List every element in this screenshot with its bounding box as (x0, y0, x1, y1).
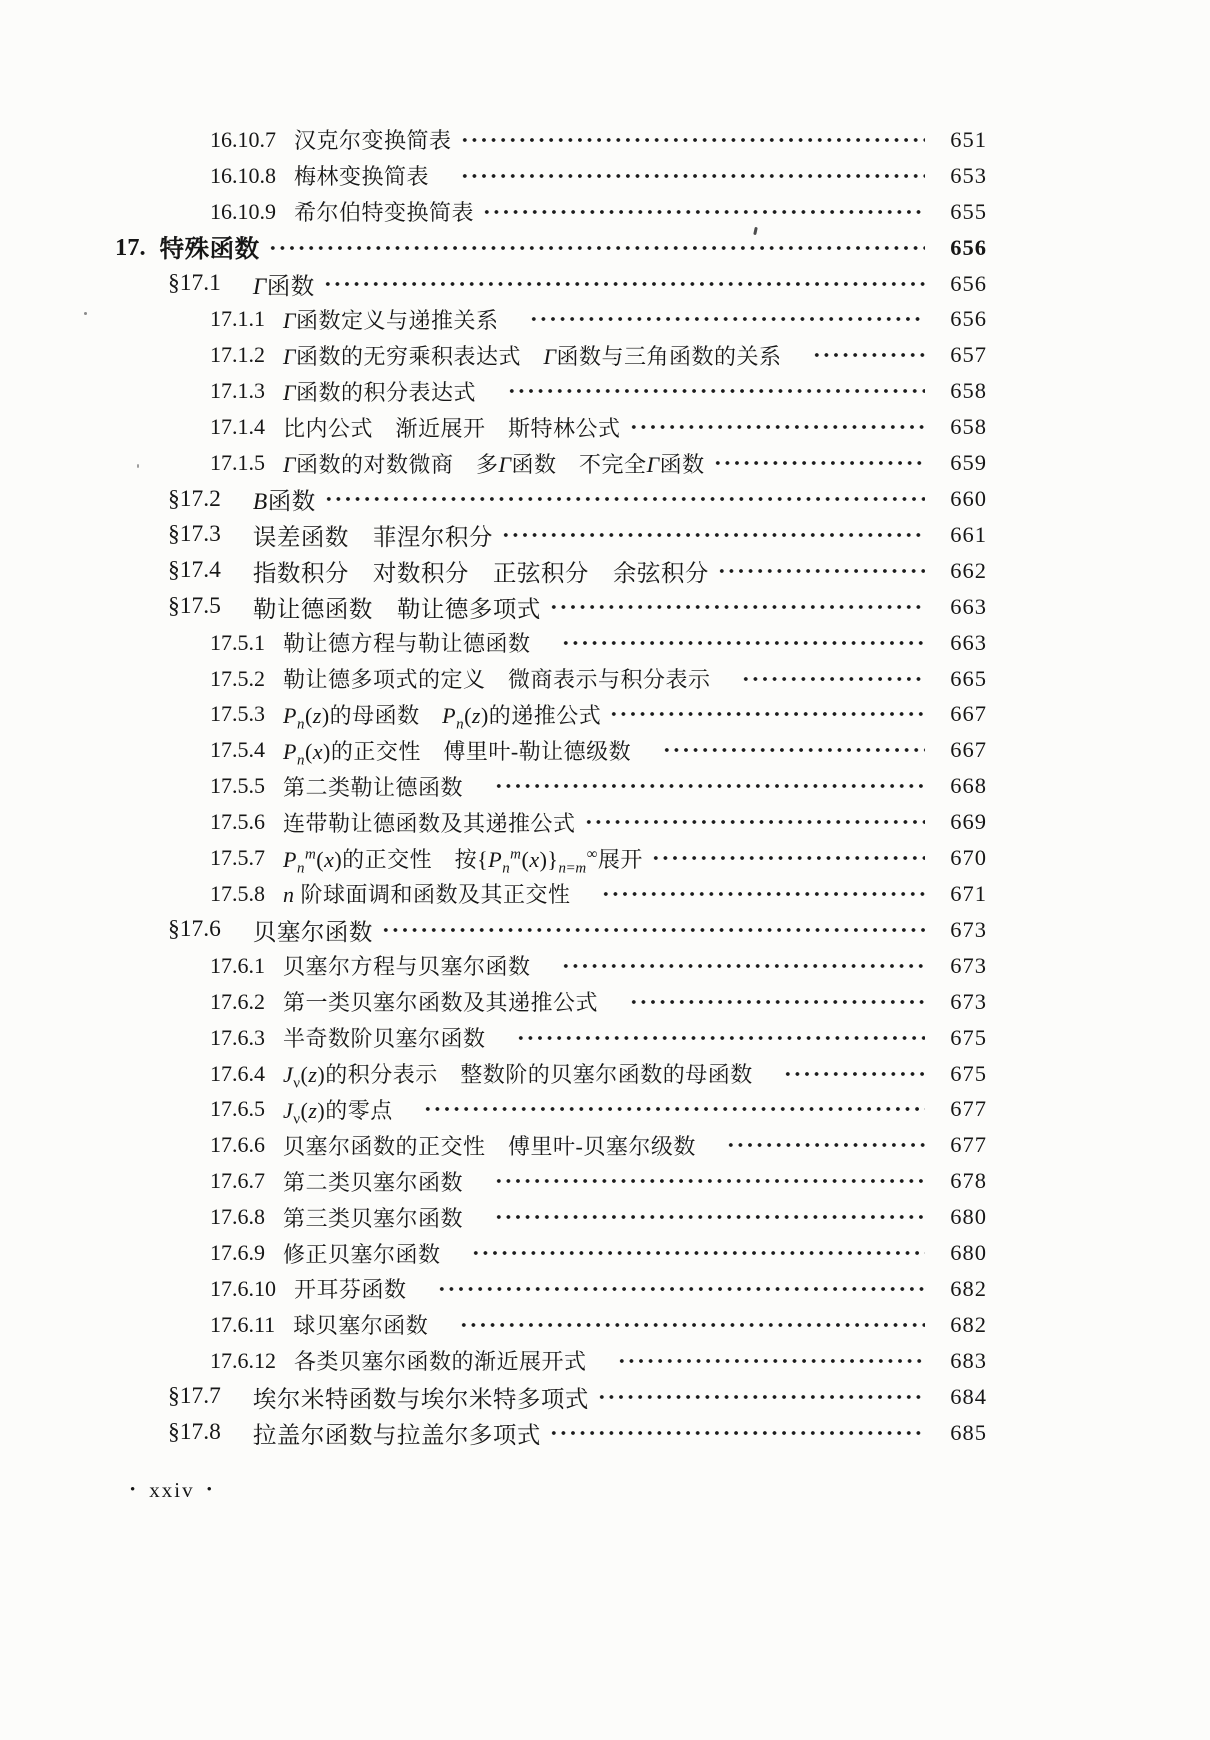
toc-list (115, 122, 987, 1451)
toc-entry-title: 梅林变换简表 (294, 164, 452, 190)
toc-entry-number: 16.10.8 (210, 162, 276, 188)
toc-entry-page: 667 (950, 701, 987, 727)
toc-entry-title: 半奇数阶贝塞尔函数 (283, 1026, 509, 1052)
dot-leader (381, 926, 925, 934)
toc-entry-number: §17.6 (168, 916, 221, 943)
dot-leader (662, 746, 925, 754)
dot-leader (651, 854, 925, 862)
toc-entry-number: 17.6.12 (210, 1347, 276, 1373)
dot-leader (324, 495, 925, 503)
toc-entry (115, 230, 987, 266)
toc-entry (115, 517, 987, 553)
toc-entry (115, 625, 987, 661)
dot-leader (726, 1141, 925, 1149)
toc-entry (115, 948, 987, 984)
dot-leader (268, 244, 925, 252)
toc-entry-page: 677 (950, 1132, 987, 1158)
dot-leader (529, 315, 925, 323)
toc-entry-title: 第二类勒让德函数 (283, 774, 486, 800)
dot-leader (629, 998, 925, 1006)
toc-entry (115, 194, 987, 230)
toc-entry (115, 1163, 987, 1199)
toc-entry-title: $J_\nu(z)$的零点 (283, 1097, 416, 1128)
dot-leader (597, 1393, 925, 1401)
toc-entry-page: 683 (950, 1347, 987, 1373)
toc-entry-title: $J_\nu(z)$的积分表示 整数阶的贝塞尔函数的母函数 (283, 1062, 776, 1092)
dot-leader (323, 280, 925, 288)
toc-entry-page: 658 (950, 378, 987, 404)
dot-leader (549, 1429, 925, 1437)
toc-entry-title: 贝塞尔函数 (252, 919, 373, 946)
toc-entry-number: 17.5.2 (210, 665, 265, 691)
toc-entry-number: 17. (115, 233, 146, 261)
page-footer (118, 1478, 226, 1503)
dot-leader (741, 675, 925, 683)
toc-entry (115, 1199, 987, 1235)
toc-entry-title: 球贝塞尔函数 (293, 1313, 451, 1339)
toc-entry-page: 656 (950, 234, 987, 260)
toc-entry-number: 17.6.8 (210, 1204, 265, 1230)
toc-entry-page: 671 (950, 880, 987, 906)
toc-entry (115, 804, 987, 840)
dot-leader (609, 710, 925, 718)
dot-leader (471, 1249, 925, 1257)
toc-entry (115, 912, 987, 948)
toc-entry-page: 680 (950, 1204, 987, 1230)
scan-speck (137, 464, 139, 468)
toc-entry-page: 673 (950, 988, 987, 1014)
toc-entry-page: 656 (950, 270, 987, 296)
toc-entry (115, 1020, 987, 1056)
toc-entry-page: 668 (950, 773, 987, 799)
toc-entry-page: 667 (950, 737, 987, 763)
dot-leader (494, 782, 925, 790)
dot-leader (601, 890, 925, 898)
toc-entry (115, 409, 987, 445)
toc-entry (115, 158, 987, 194)
toc-entry-number: 17.1.3 (210, 378, 265, 404)
toc-entry-number: §17.1 (168, 270, 221, 297)
toc-entry-title: 第三类贝塞尔函数 (283, 1205, 486, 1231)
toc-entry-page: 680 (950, 1240, 987, 1266)
toc-entry (115, 373, 987, 409)
toc-entry-page: 662 (950, 557, 987, 583)
toc-entry-number: 17.6.9 (210, 1240, 265, 1266)
dot-leader (460, 172, 925, 180)
toc-entry-title: Γ函数 (252, 273, 315, 300)
toc-entry-number: 17.6.2 (210, 988, 265, 1014)
toc-entry (115, 661, 987, 697)
toc-entry-number: §17.5 (168, 593, 221, 620)
toc-entry-title: 各类贝塞尔函数的渐近展开式 (294, 1349, 610, 1375)
toc-entry-title: 误差函数 菲涅尔积分 (252, 524, 493, 551)
toc-entry-title: 修正贝塞尔函数 (283, 1241, 464, 1267)
toc-entry-page: 661 (950, 521, 987, 547)
toc-entry-page: 657 (950, 342, 987, 368)
dot-leader (812, 351, 925, 359)
toc-entry-number: 17.6.6 (210, 1132, 265, 1158)
scan-speck (84, 312, 87, 315)
toc-entry (115, 697, 987, 733)
toc-entry-title: 勒让德多项式的定义 微商表示与积分表示 (283, 667, 734, 693)
toc-entry-number: 17.1.5 (210, 450, 265, 476)
dot-leader (713, 459, 925, 467)
toc-entry-title: 开耳芬函数 (294, 1277, 430, 1303)
dot-leader (482, 208, 925, 216)
toc-entry-title: $P_n(x)$的正交性 傅里叶-勒让德级数 (283, 738, 654, 769)
footer-left-bullet: • (130, 1482, 138, 1498)
toc-entry-page: 651 (950, 126, 987, 152)
toc-entry (115, 840, 987, 876)
toc-entry (115, 1235, 987, 1271)
toc-entry-title: 贝塞尔方程与贝塞尔函数 (283, 954, 554, 980)
toc-entry-title: 指数积分 对数积分 正弦积分 余弦积分 (252, 560, 709, 587)
toc-entry (115, 876, 987, 912)
toc-entry-title: 勒让德函数 勒让德多项式 (252, 596, 541, 623)
toc-entry-page: 682 (950, 1275, 987, 1301)
toc-entry-page: 658 (950, 414, 987, 440)
toc-entry-title: B函数 (252, 489, 316, 516)
dot-leader (423, 1105, 925, 1113)
toc-entry-number: 17.5.8 (210, 880, 265, 906)
toc-entry (115, 1415, 987, 1451)
dot-leader (460, 136, 925, 144)
toc-entry (115, 768, 987, 804)
toc-entry (115, 1379, 987, 1415)
toc-entry-page: 660 (950, 486, 987, 512)
toc-entry-page: 678 (950, 1168, 987, 1194)
folio-page-number: xxiv (149, 1478, 195, 1502)
toc-entry-page: 656 (950, 306, 987, 332)
toc-entry-number: 17.5.7 (210, 845, 265, 871)
toc-entry-page: 673 (950, 916, 987, 942)
toc-entry (115, 445, 987, 481)
toc-entry-title: 比内公式 渐近展开 斯特林公式 (283, 415, 621, 441)
toc-entry (115, 1307, 987, 1343)
toc-entry-number: 17.5.1 (210, 629, 265, 655)
toc-entry-page: 673 (950, 952, 987, 978)
toc-entry-title: 拉盖尔函数与拉盖尔多项式 (252, 1422, 541, 1449)
toc-entry-page: 669 (950, 809, 987, 835)
dot-leader (507, 387, 925, 395)
toc-entry-title: Γ函数的无穷乘积表达式 Γ函数与三角函数的关系 (283, 343, 805, 369)
toc-entry-page: 682 (950, 1311, 987, 1337)
dot-leader (501, 531, 925, 539)
toc-entry-number: 17.6.10 (210, 1275, 276, 1301)
toc-entry (115, 984, 987, 1020)
toc-entry-number: 17.5.4 (210, 737, 265, 763)
toc-entry-page: 653 (950, 162, 987, 188)
toc-entry-title: 希尔伯特变换简表 (294, 200, 475, 226)
toc-entry-page: 670 (950, 845, 987, 871)
toc-entry-page: 677 (950, 1096, 987, 1122)
toc-entry-number: §17.2 (168, 485, 221, 512)
dot-leader (549, 603, 925, 611)
toc-entry-page: 663 (950, 593, 987, 619)
toc-entry-title: 贝塞尔函数的正交性 傅里叶-贝塞尔级数 (283, 1133, 719, 1159)
toc-entry-title: 汉克尔变换简表 (294, 128, 452, 154)
toc-entry-title: n 阶球面调和函数及其正交性 (283, 882, 594, 908)
toc-entry-number: 17.6.11 (210, 1311, 276, 1337)
toc-entry (115, 1056, 987, 1092)
toc-entry-number: 17.1.1 (210, 306, 265, 332)
footer-right-bullet: • (206, 1482, 214, 1498)
toc-entry (115, 732, 987, 768)
toc-entry-title: 第二类贝塞尔函数 (283, 1169, 486, 1195)
dot-leader (561, 639, 925, 647)
toc-entry-number: 16.10.7 (210, 126, 276, 152)
toc-entry-number: 17.6.1 (210, 952, 265, 978)
toc-entry (115, 122, 987, 158)
toc-entry-number: 17.5.6 (210, 809, 265, 835)
dot-leader (437, 1285, 925, 1293)
toc-entry-page: 663 (950, 629, 987, 655)
toc-entry (115, 1271, 987, 1307)
toc-entry-page: 684 (950, 1383, 987, 1409)
toc-entry (115, 589, 987, 625)
toc-entry-number: §17.7 (168, 1383, 221, 1410)
toc-entry-title: 勒让德方程与勒让德函数 (283, 631, 554, 657)
toc-entry (115, 1343, 987, 1379)
toc-entry-title: $P_n^m(x)$的正交性 按$\{P_n^m(x)\}_{n=m}^\infty$展开 (283, 846, 643, 876)
toc-entry-number: §17.8 (168, 1419, 221, 1446)
dot-leader (561, 962, 925, 970)
dot-leader (494, 1213, 925, 1221)
toc-entry (115, 302, 987, 338)
toc-entry-title: 特殊函数 (159, 236, 260, 264)
toc-entry-number: §17.4 (168, 557, 221, 584)
toc-entry-number: 17.6.7 (210, 1168, 265, 1194)
dot-leader (584, 818, 925, 826)
toc-entry-number: 16.10.9 (210, 198, 276, 224)
toc-entry-number: 17.5.5 (210, 773, 265, 799)
toc-entry-number: 17.1.4 (210, 414, 265, 440)
toc-entry-title: 埃尔米特函数与埃尔米特多项式 (252, 1386, 589, 1413)
toc-entry-title: 第一类贝塞尔函数及其递推公式 (283, 990, 621, 1016)
toc-entry-number: 17.6.3 (210, 1024, 265, 1050)
toc-entry-page: 675 (950, 1060, 987, 1086)
toc-entry-page: 659 (950, 450, 987, 476)
toc-entry (115, 1091, 987, 1127)
dot-leader (516, 1034, 925, 1042)
toc-entry-page: 655 (950, 198, 987, 224)
dot-leader (494, 1177, 925, 1185)
toc-entry-title: Γ函数定义与递推关系 (283, 307, 522, 333)
dot-leader (459, 1321, 925, 1329)
toc-entry-page: 675 (950, 1024, 987, 1050)
toc-entry (115, 553, 987, 589)
toc-entry (115, 1127, 987, 1163)
dot-leader (629, 423, 925, 431)
toc-entry-page: 665 (950, 665, 987, 691)
toc-entry (115, 266, 987, 302)
dot-leader (617, 1357, 925, 1365)
toc-entry (115, 481, 987, 517)
toc-entry-title: Γ函数的对数微商 多Γ函数 不完全Γ函数 (283, 451, 705, 477)
toc-entry-number: 17.1.2 (210, 342, 265, 368)
toc-entry-number: 17.6.5 (210, 1096, 265, 1122)
toc-entry-title: 连带勒让德函数及其递推公式 (283, 810, 576, 836)
toc-entry-number: 17.5.3 (210, 701, 265, 727)
dot-leader (717, 567, 925, 575)
dot-leader (783, 1070, 925, 1078)
toc-entry-title: Γ函数的积分表达式 (283, 379, 499, 405)
toc-entry (115, 337, 987, 373)
toc-entry-title: $P_n(z)$的母函数 $P_n(z)$的递推公式 (283, 702, 602, 733)
toc-entry-number: §17.3 (168, 521, 221, 548)
toc-entry-page: 685 (950, 1419, 987, 1445)
toc-entry-number: 17.6.4 (210, 1060, 265, 1086)
